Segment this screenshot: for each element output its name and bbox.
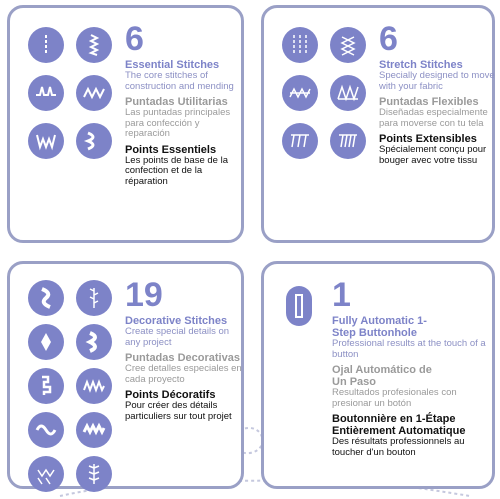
title-spanish: Puntadas Flexibles — [379, 96, 479, 108]
description-spanish: Diseñadas especialmente para moverse con tu tela — [379, 107, 488, 129]
description-english: Specially designed to move with your fabric — [379, 70, 495, 92]
slant-overlock-icon — [282, 123, 318, 159]
title-english: Decorative Stitches — [125, 315, 228, 327]
arrow-stitch-icon — [28, 456, 64, 492]
title-spanish: Ojal Automático de Un Paso — [332, 364, 432, 388]
double-overlock-icon — [330, 75, 366, 111]
description-english: Professional results at the touch of a button — [332, 338, 486, 360]
leaf-stitch-icon — [76, 456, 112, 492]
feather-stitch-icon — [76, 280, 112, 316]
serpentine-icon — [28, 412, 64, 448]
shell-stitch-icon — [76, 324, 112, 360]
description-english: The core stitches of construction and mending — [125, 70, 234, 92]
description-french: Spécialement conçu pour bouger avec votre tissu — [379, 144, 487, 166]
title-french: Points Extensibles — [379, 133, 477, 145]
zigzag-satin-icon — [76, 412, 112, 448]
decorative-stitches-card — [7, 261, 244, 489]
straight-stitch-icon — [28, 27, 64, 63]
buttonhole-icon — [286, 286, 312, 326]
stitch-count: 1 — [332, 276, 351, 314]
title-french: Points Décoratifs — [125, 389, 216, 401]
description-english: Create special details on any project — [125, 326, 230, 348]
stitch-count: 6 — [379, 20, 398, 58]
description-spanish: Las puntadas principales para confección y reparación — [125, 107, 231, 139]
title-spanish: Puntadas Utilitarias — [125, 96, 228, 108]
buttonhole-card — [261, 261, 495, 489]
slant-overedge-icon — [330, 123, 366, 159]
triple-straight-icon — [282, 27, 318, 63]
title-french: Points Essentiels — [125, 143, 217, 156]
greek-key-icon — [28, 368, 64, 404]
description-french: Les points de base de la confection et de la réparation — [125, 154, 228, 187]
essential-stitches-card — [7, 5, 244, 243]
rickrack-stitch-icon — [282, 75, 318, 111]
description-french: Des résultats professionnels au toucher d'un bouton — [332, 436, 465, 458]
scallop-stitch-icon — [76, 123, 112, 159]
title-french: Boutonnière en 1-Étape Entièrement Automatique — [332, 413, 466, 437]
card-text — [125, 22, 245, 187]
title-english: Essential Stitches — [125, 59, 220, 71]
stitch-count: 19 — [125, 276, 163, 314]
stretch-blind-hem-icon — [28, 123, 64, 159]
satin-wave-icon — [28, 280, 64, 316]
scallop-satin-icon — [76, 368, 112, 404]
title-english: Fully Automatic 1-Step Buttonhole — [332, 315, 427, 339]
title-english: Stretch Stitches — [379, 59, 463, 71]
description-spanish: Resultados profesionales con presionar un botón — [332, 387, 457, 409]
title-spanish: Puntadas Decorativas — [125, 352, 240, 364]
stretch-stitches-card — [261, 5, 495, 243]
diamond-stitch-icon — [28, 324, 64, 360]
description-spanish: Cree detalles especiales en cada proyecto — [125, 363, 242, 385]
triple-zigzag-icon — [76, 27, 112, 63]
blind-hem-icon — [28, 75, 64, 111]
card-text — [332, 278, 492, 458]
description-french: Pour créer des détails particuliers sur tout projet — [125, 400, 232, 422]
zigzag-icon — [76, 75, 112, 111]
card-text — [379, 22, 499, 166]
stitch-count: 6 — [125, 20, 144, 58]
card-text — [125, 278, 245, 422]
honeycomb-stitch-icon — [330, 27, 366, 63]
